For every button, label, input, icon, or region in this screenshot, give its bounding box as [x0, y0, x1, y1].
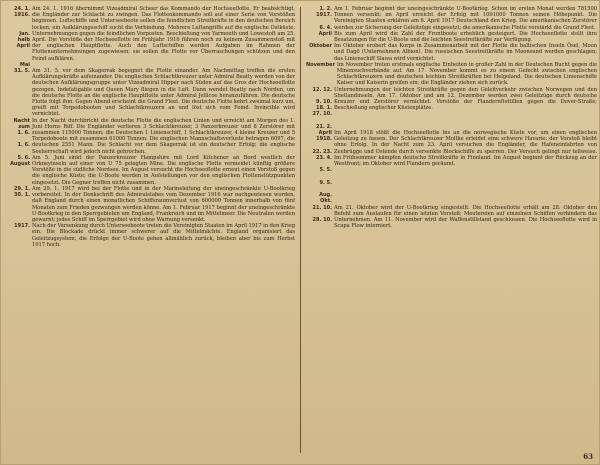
entry-date: 21. 10. 28. 10. [312, 204, 332, 223]
entry-text: Am 1. Februar beginnt der uneingeschränkte U-Bootkrieg. Schon im ersten Monat werden 781500 Tonnen versenkt; im April erreicht der Erfolg mit 1091000 Tonnen seinen Höhepunkt. Die Vereinigten Staaten erklären am 6. April 1917 Deutschland den Krieg. Die amerikanischen Zerstörer werden zur Sicherung der Geleitzüge eingesetzt; die amerikanische Flotte verstärkt die Grand Fleet. [334, 6, 597, 31]
chronicle-entry [4, 223, 295, 248]
entry-text: Im Oktober erobert das Korps in Zusammenarbeit mit der Flotte die baltischen Inseln Ösel, Moon und Dagö (Unternehmen Albion). Die russischen Seestreitkräfte im Moonsund werden geschlagen; das Linienschiff Slawa wird vernichtet. [334, 43, 597, 62]
entry-date: April [318, 30, 332, 37]
entry-date: April 1918. 22. 23. 23. 4. 5. 5. 9. 5. Aug. Okt. [312, 130, 332, 205]
entry-date: 12. 12. 9. 10. 18. 1. 27. 10. 21. 2. [312, 86, 332, 130]
entry-text: Am 24. 1. 1916 übernimmt Vizeadmiral Scheer das Kommando der Hochseeflotte. Er beabsichtigt, die Engländer zur Schlacht zu zwingen. Das Flottenkommando soll auf einer Serie von Vorstößen beginnen. Luftschiffe und Unterseeboote sollen die feindlichen Streitkräfte in den deutschen Bereich locken; ein Aufklärungsschiff sucht die Verbindung. Mehrere Luftangriffe auf die englische Ostküste. Unternehmungen gegen die feindlichen Vorposten. Beschießung von Yarmouth und Lowestoft am 25. April. Die Vorstöße der Hochseeflotte im Frühjahr 1916 führen noch zu keinem Zusammenstoß mit der englischen Hauptflotte. Auch den Luftschiffen werden Aufgaben im Rahmen der Flottenunternehmungen zugewiesen; sie sollen die Flotte vor Überraschungen schützen und den Feind aufklären. [32, 6, 295, 62]
entry-text: Am 31. 5. vor dem Skagerrak begegnet die Flotte einander. Am Nachmittag treffen die ersten Aufklärungskräfte aufeinander. Die englischen Schlachtkreuzer unter Admiral Beatty werden von der deutschen Aufklärungsgruppe unter Vizeadmiral Hipper nach Süden auf das Gros der Hochseeflotte gezogen. Indefatigable und Queen Mary fliegen in die Luft. Dann wendet Beatty nach Norden, um die deutsche Flotte an die englische Hauptflotte unter Admiral Jellicoe heranzuführen. Die deutsche Flotte folgt ihm. Gegen Abend erscheint die Grand Fleet. Die deutsche Flotte kehrt zweimal kurz um, greift mit Torpedobooten und Schlachtkreuzern an und löst sich vom Feind. Invincible wird vernichtet. [32, 68, 295, 118]
chronicle-entry [306, 6, 597, 31]
entry-date: Oktober [309, 43, 332, 50]
entry-date: 24. 1. 1916. Jan. halb April Mai [14, 6, 30, 68]
entry-date: 31. 5. [14, 68, 30, 75]
column-divider [300, 7, 301, 453]
entry-date: 1. 2. 1917. 6. 4. [316, 6, 332, 31]
entry-text: Im November treten erstmals englische Einheiten in großer Zahl in der Deutschen Bucht gegen die Minensuchverbände auf. Am 17. November kommt es zu einem Gefecht zwischen englischen Schlachtkreuzern und deutschen leichten Streitkräften bei Helgoland. Die deutschen Linienschiffe Kaiser und Kaiserin greifen ein; die Engländer ziehen sich zurück. [336, 61, 597, 87]
chronicle-entry [306, 130, 597, 204]
entry-date: 5. 6. August [10, 154, 30, 168]
entry-text: Nach der Versenkung durch Unterseeboote treten die Vereinigten Staaten im April 1917 in den Krieg ein. Die Blockade drückt immer schwerer auf die Mittelmächte. England organisiert das Geleitzugsystem; die Erfolge der U-Boote gehen allmählich zurück, bleiben aber bis zum Herbst 1917 hoch. [32, 223, 295, 248]
entry-text: Am 21. Oktober wird der U-Bootkrieg eingestellt. Die Hochseeflotte erhält am 28. Oktober den Befehl zum Auslaufen für einen letzten Vorstoß; Meutereien auf einzelnen Schiffen verhindern das Unternehmen. Am 11. November wird der Waffenstillstand geschlossen. Die Hochseeflotte wird in Scapa Flow interniert. [334, 204, 597, 230]
entry-text: Im April 1918 stößt die Hochseeflotte bis an die norwegische Küste vor, um einen englischen Geleitzug zu fassen. Der Schlachtkreuzer Moltke erleidet eine schwere Havarie; der Vorstoß bleibt ohne Erfolg. In der Nacht zum 23. April versuchen die Engländer, die Hafeneinfahrten von Zeebrügge und Ostende durch versenkte Blockschiffe zu sperren. Der Versuch gelingt nur teilweise. Im Frühsommer kämpfen deutsche Streitkräfte in Finnland. Im August beginnt der Rückzug an der Westfront; im Oktober wird Flandern geräumt. [334, 130, 597, 168]
chronicle-entry [306, 31, 597, 43]
entry-date: November [306, 61, 335, 68]
chronicle-entry [4, 68, 295, 118]
chronicle-entry [306, 62, 597, 87]
entry-text: Am 29. 1. 1917 wird bei der Flotte und in der Marineleitung der uneingeschränkte U-Bootkrieg vorbereitet. In der Denkschrift des Admiralstabes vom Dezember 1916 war nachgewiesen worden, daß England durch einen monatlichen Schiffsraumverlust von 600000 Tonnen innerhalb von fünf Monaten zum Frieden gezwungen werden könne. Am 1. Februar 1917 beginnt der uneingeschränkte U-Bootkrieg in den Sperrgebieten um England, Frankreich und im Mittelmeer. Die Neutralen werden gewarnt; jedes Schiff im Sperrgebiet wird ohne Warnung versenkt. [32, 185, 295, 223]
page-number: 63 [583, 452, 593, 461]
chronicle-entry [4, 6, 295, 68]
entry-date: 1917. [14, 223, 30, 230]
entry-text: Unternehmungen der leichten Streitkräfte gegen den Geleitverkehr zwischen Norwegen und den Shetlandinseln. Am 17. Oktober und am 12. Dezember werden zwei Geleitzüge durch deutsche Kreuzer und Zerstörer vernichtet. Vorstöße der Flandernflottillen gegen die Dover-Straße; Beschießung englischer Küstenplätze. [334, 86, 597, 112]
chronicle-entry [306, 205, 597, 230]
entry-text: Am 5. Juni sinkt der Panzerkreuzer Hampshire mit Lord Kitchener an Bord westlich der Orkneyinseln auf einer von U 75 gelegten Mine. Die englische Flotte vermeidet künftig größere Vorstöße in die südliche Nordsee. Im August versucht die Hochseeflotte erneut einen Vorstoß gegen die englische Küste; die U-Boote werden in Aufstellungen vor den englischen Flottenstützpunkten eingesetzt. Die Gegner treffen nicht zusammen. [32, 154, 295, 186]
chronicle-entry [4, 118, 295, 155]
entry-date: 29. 1. 30. 1. [14, 185, 30, 199]
right-column [306, 6, 597, 454]
chronicle-entry [306, 87, 597, 130]
entry-text: Bis zum April wird die Zahl der Frontboote erheblich gesteigert. Die Hochseeflotte stellt ihre Besatzungen für die U-Boote und die leichten Seestreitkräfte zur Verfügung. [334, 30, 597, 44]
entry-text: In der Nacht durchbricht die deutsche Flotte die englischen Linien und erreicht am Morgen des 1. Juni Horns Riff. Die Engländer verlieren 3 Schlachtkreuzer, 3 Panzerkreuzer und 8 Zerstörer mit zusammen 115000 Tonnen; die Deutschen 1 Linienschiff, 1 Schlachtkreuzer, 4 kleine Kreuzer und 5 Torpedoboote mit zusammen 61000 Tonnen. Die englischen Mannschaftsverluste betragen 6097, die deutschen 2551 Mann. Die Schlacht vor dem Skagerrak ist ein deutscher Erfolg; die englische Seeherrschaft wird jedoch nicht gebrochen. [32, 117, 295, 155]
left-column [4, 6, 295, 454]
chronicle-entry [4, 155, 295, 186]
chronicle-entry [4, 186, 295, 223]
entry-date: Nacht zum 1. 6. 1. 6. [13, 117, 30, 149]
chronicle-entry [306, 43, 597, 62]
